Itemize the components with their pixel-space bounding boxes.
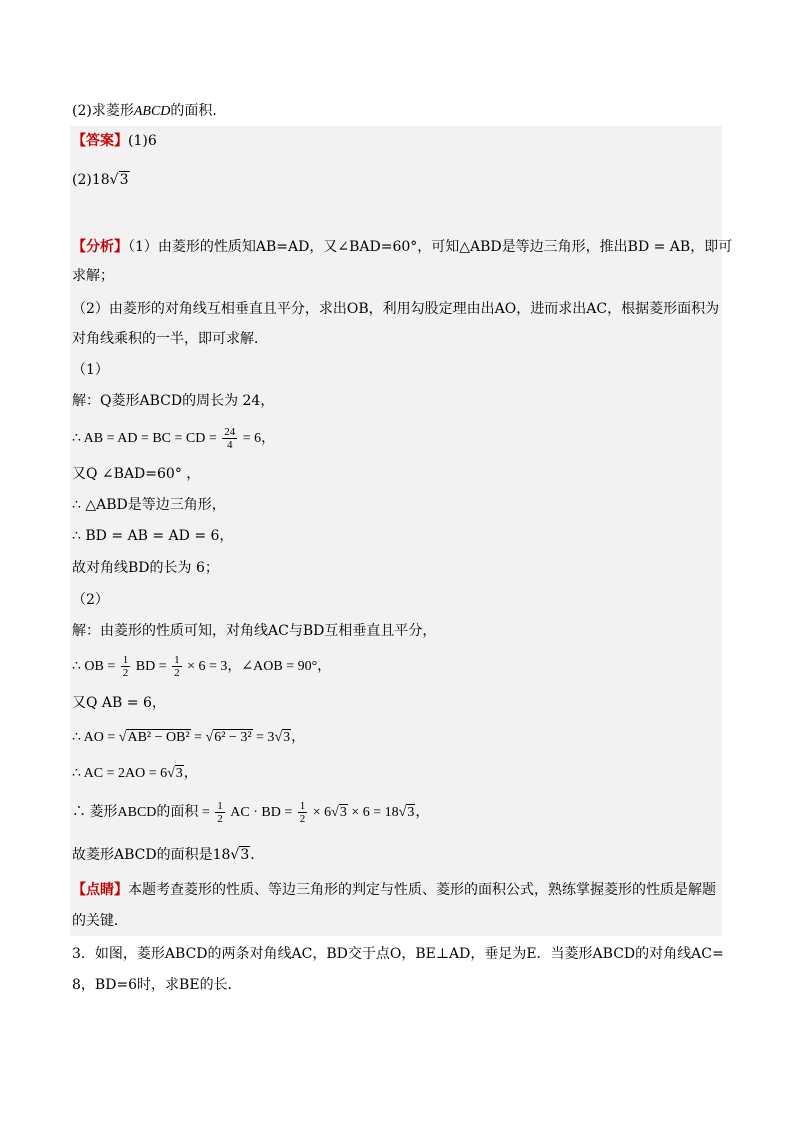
prompt-end: 的面积． bbox=[170, 103, 227, 119]
t6-mid-2: × 6 bbox=[312, 805, 332, 820]
t2-post: × 6 = 3，∠AOB = 90°， bbox=[187, 659, 332, 674]
t6-end: ， bbox=[415, 805, 430, 820]
t4-end: ， bbox=[291, 730, 306, 745]
comment-tag: 【点睛】 bbox=[72, 882, 128, 898]
t4-post: = 3 bbox=[256, 730, 275, 745]
t5-end: ， bbox=[183, 766, 198, 781]
t7-pre: 故菱形ABCD的面积是18 bbox=[72, 847, 231, 863]
solution-part-1-head: （1） bbox=[72, 362, 109, 378]
solution-step-6: 故对角线BD的长为 6； bbox=[72, 560, 219, 576]
frac-num: 1 bbox=[122, 654, 129, 667]
analysis-line-1 bbox=[72, 237, 732, 257]
t5-pre: ∴ AC = 2AO = 6 bbox=[72, 766, 168, 781]
frac-num: 1 bbox=[217, 800, 223, 813]
frac-num: 1 bbox=[299, 800, 306, 813]
solution-t3: 又Q AB = 6， bbox=[72, 695, 166, 711]
question-3-line-1: 3．如图，菱形ABCD的两条对角线AC，BD交于点O，BE⊥AD，垂足为E．当菱形ABCD的对角线AC= bbox=[72, 946, 724, 962]
frac-den: 4 bbox=[227, 439, 233, 452]
frac-den: 2 bbox=[122, 667, 129, 680]
comment-text-1: 本题考查菱形的性质、等边三角形的判定与性质、菱形的面积公式，熟练掌握菱形的性质是解题 bbox=[128, 882, 716, 898]
comment-line-2: 的关键． bbox=[72, 913, 128, 929]
fraction bbox=[298, 800, 308, 825]
prompt-text: (2)求菱形 bbox=[72, 103, 134, 119]
comment-line-1 bbox=[72, 880, 716, 900]
analysis-line-2: 求解； bbox=[72, 268, 114, 284]
solution-step-1: 解：Q菱形ABCD的周长为 24， bbox=[72, 393, 275, 409]
fraction bbox=[121, 654, 131, 679]
t4-radicand-3: 3 bbox=[283, 730, 291, 745]
solution-step-3: 又Q ∠BAD=60° ， bbox=[72, 466, 201, 482]
t6-radicand-1: 3 bbox=[339, 805, 347, 820]
answer-line-2: (2)18√3 bbox=[72, 172, 129, 188]
solution-step-5: ∴ BD = AB = AD = 6， bbox=[72, 528, 234, 544]
answer-tag: 【答案】 bbox=[72, 133, 128, 149]
t4-radicand-1: AB² − OB² bbox=[127, 730, 190, 745]
solution-t5: ∴ AC = 2AO = 6√3， bbox=[72, 766, 198, 781]
t6-mid-1: AC · BD = bbox=[230, 805, 293, 820]
answer-line-1 bbox=[72, 131, 157, 151]
solution-t6: ∴ 菱形ABCD的面积 = $\frac{1}{2}$ AC · BD = $\frac{1}{2}$ × 6√3 × 6 = 18√3， bbox=[72, 800, 430, 826]
solution-part-2-head: （2） bbox=[72, 592, 109, 608]
analysis-line-3: （2）由菱形的对角线互相垂直且平分，求出OB，利用勾股定理由出AO，进而求出AC，根据菱形面积为 bbox=[72, 301, 720, 317]
solution-t7: 故菱形ABCD的面积是18√3． bbox=[72, 847, 265, 863]
fraction bbox=[222, 426, 237, 451]
answer-part-1: (1)6 bbox=[128, 133, 157, 149]
frac-den: 2 bbox=[217, 813, 223, 826]
t6-mid-3: × 6 = 18 bbox=[351, 805, 399, 820]
analysis-tag: 【分析】 bbox=[72, 239, 128, 255]
question-3-line-2: 8，BD=6时，求BE的长． bbox=[72, 977, 242, 993]
frac-den: 2 bbox=[299, 813, 306, 826]
t6-radicand-2: 3 bbox=[407, 805, 415, 820]
prompt-var: ABCD bbox=[133, 104, 171, 119]
solution-t1: 解：由菱形的性质可知，对角线AC与BD互相垂直且平分， bbox=[72, 623, 437, 639]
step-2-pre: ∴ AB = AD = BC = CD = bbox=[72, 431, 217, 446]
answer-part-2-radicand: 3 bbox=[119, 172, 129, 188]
question-2-prompt bbox=[72, 101, 226, 122]
step-2-post: = 6， bbox=[242, 431, 276, 446]
analysis-line-4: 对角线乘积的一半，即可求解． bbox=[72, 331, 268, 347]
analysis-text-1: （1）由菱形的性质知AB=AD，又∠BAD=60°，可知△ABD是等边三角形，推出BD = AB，即可 bbox=[128, 239, 733, 255]
t2-mid: BD = bbox=[135, 659, 167, 674]
solution-step-2 bbox=[72, 422, 275, 456]
fraction bbox=[215, 800, 225, 825]
t5-radicand: 3 bbox=[175, 766, 183, 781]
t6-pre: ∴ 菱形ABCD的面积 = bbox=[72, 805, 210, 820]
answer-part-2: (2)18 bbox=[72, 172, 110, 188]
frac-num: 24 bbox=[224, 426, 236, 439]
frac-den: 2 bbox=[174, 667, 180, 680]
fraction bbox=[172, 654, 182, 679]
t4-pre: ∴ AO = bbox=[72, 730, 116, 745]
frac-num: 1 bbox=[174, 654, 180, 667]
t2-pre: ∴ OB = bbox=[72, 659, 116, 674]
t7-radicand: 3 bbox=[240, 847, 250, 863]
t4-eq: = bbox=[194, 730, 203, 745]
solution-t2 bbox=[72, 650, 331, 684]
t7-end: ． bbox=[250, 847, 265, 863]
solution-t4: ∴ AO = √AB² − OB² = √6² − 3² = 3√3， bbox=[72, 730, 306, 745]
t4-radicand-2: 6² − 3² bbox=[214, 730, 252, 745]
solution-step-4: ∴ △ABD是等边三角形， bbox=[72, 497, 226, 513]
